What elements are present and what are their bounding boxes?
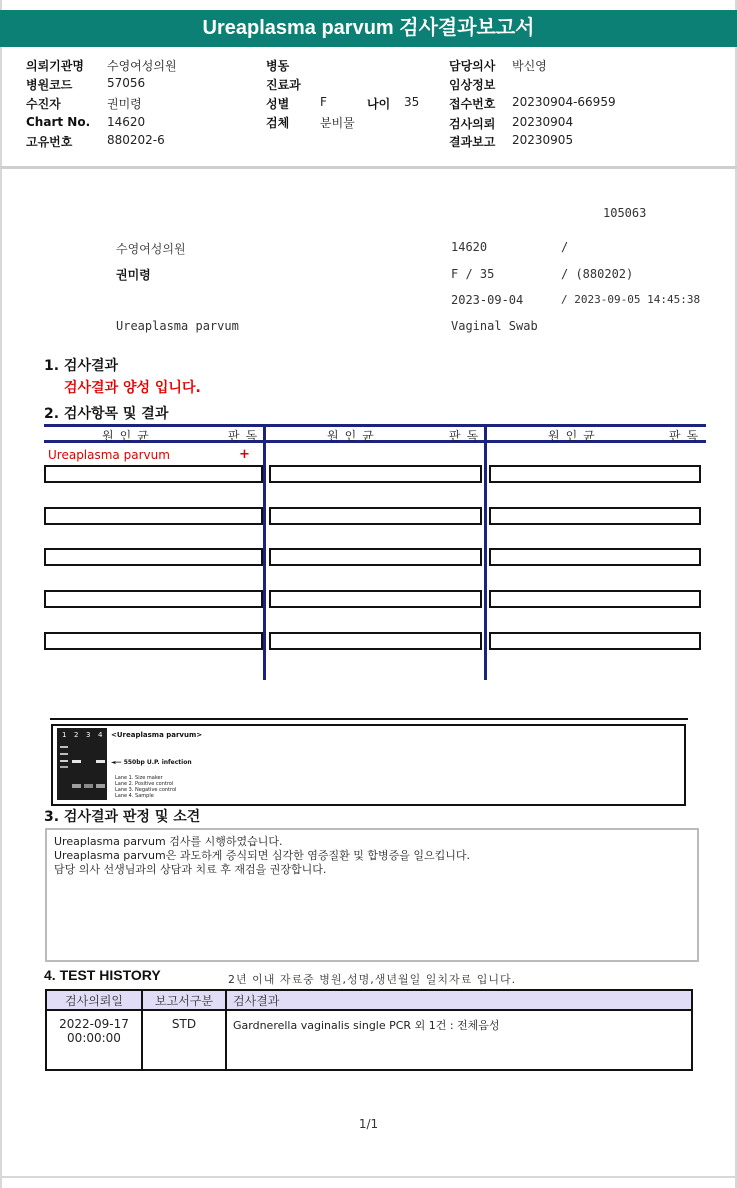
print-birth: / (880202) [561,267,634,281]
history-type: STD [142,1010,226,1070]
hospital-code-label: 병원코드 [26,78,73,92]
ward-label: 병동 [266,59,290,73]
report-label: 결과보고 [449,135,496,149]
history-table [45,989,693,1071]
result-cell [269,632,482,650]
result-cell [44,590,263,608]
unique-no-value: 880202-6 [107,133,165,147]
sex-label: 성별 [266,97,290,111]
gel-image [53,726,684,804]
history-time: 00:00:00 [67,1031,121,1045]
history-date: 2022-09-17 [59,1017,129,1031]
institution-label: 의뢰기관명 [26,59,84,73]
page-border-bottom [0,1176,737,1178]
report-value: 20230905 [512,133,574,147]
sex-value: F [320,95,327,109]
ladder-band [60,766,68,768]
specimen-value: 분비물 [320,116,355,130]
print-patient: 권미령 [116,268,151,282]
chart-no-value: 14620 [107,115,146,129]
lane-label-1: 1 [62,731,67,739]
history-row [46,1010,692,1070]
result-cell [269,548,482,566]
unique-no-label: 고유번호 [26,135,73,149]
patient-value: 권미령 [107,97,142,111]
result-cell [489,507,701,525]
sample-band [96,760,105,763]
result-cell [489,548,701,566]
ladder-band [60,753,68,755]
department-label: 진료과 [266,78,301,92]
primer-band [72,784,81,788]
print-test-name: Ureaplasma parvum [116,319,239,333]
request-label: 검사의뢰 [449,117,496,131]
doctor-value: 박신영 [512,59,547,73]
opinion-line-1: Ureaplasma parvum 검사를 시행하였습니다. [54,835,283,848]
result-cell [44,507,263,525]
section1-title: 1. 검사결과 [44,358,119,374]
history-header-row [46,990,692,1010]
header-separator [0,166,737,169]
result-cell [269,465,482,483]
opinion-box [45,828,699,962]
results-table-divider-2 [484,424,487,680]
opinion-line-3: 담당 의사 선생님과의 상담과 치료 후 재검을 권장합니다. [54,863,327,876]
gel-arrow-label: ◄— 550bp U.P. infection [111,759,192,766]
primer-band [96,784,105,788]
gel-legend-3: Lane 3. Negative control [115,787,177,793]
print-chart-no: 14620 [451,240,488,254]
gel-legend-4: Lane 4. Sample [115,793,154,799]
result-cell [489,590,701,608]
print-sex-age: F / 35 [451,267,495,281]
section2-title: 2. 검사항목 및 결과 [44,406,169,422]
age-label: 나이 [367,97,391,111]
report-title: Ureaplasma parvum 검사결과보고서 [0,10,737,47]
col-pathogen-2: 원인균 [327,429,380,443]
section3-title: 3. 검사결과 판정 및 소견 [44,809,201,825]
section4-title: 4. TEST HISTORY [44,967,161,983]
results-table-divider-1 [263,424,266,680]
print-request-date: 2023-09-04 [451,293,524,307]
result-cell [489,465,701,483]
gel-image-panel [51,724,686,806]
gel-caption: <Ureaplasma parvum> [111,731,203,739]
print-specimen: Vaginal Swab [451,319,538,333]
lane-label-2: 2 [74,731,79,739]
print-code: 105063 [603,206,647,220]
receipt-value: 20230904-66959 [512,95,616,109]
ladder-band [60,760,68,762]
col-pathogen-3: 원인균 [548,429,601,443]
request-value: 20230904 [512,115,574,129]
institution-value: 수영여성의원 [107,59,177,73]
gel-legend-1: Lane 1. Size maker [115,775,163,781]
lane-label-3: 3 [86,731,91,739]
result-cell [44,465,263,483]
primer-band [84,784,93,788]
print-institution: 수영여성의원 [116,242,186,256]
print-report-datetime: / 2023-09-05 14:45:38 [561,293,701,306]
history-col-type: 보고서구분 [142,990,226,1010]
gel-legend-2: Lane 2. Positive control [115,781,174,787]
lane-label-4: 4 [98,731,103,739]
history-note: 2년 이내 자료중 병원,성명,생년월일 일치자료 입니다. [228,973,517,986]
doctor-label: 담당의사 [449,59,496,73]
positive-band [72,760,81,763]
result-organism-mark: + [239,447,250,462]
result-cell [269,590,482,608]
receipt-label: 접수번호 [449,97,496,111]
col-reading-2: 판독 [449,429,485,443]
page-border-left [0,0,2,1188]
col-reading-1: 판독 [228,429,264,443]
result-cell [44,632,263,650]
col-pathogen-1: 원인균 [102,429,155,443]
history-col-date: 검사의뢰일 [46,990,142,1010]
clinical-label: 임상정보 [449,78,496,92]
ladder-band [60,746,68,748]
age-value: 35 [404,95,420,109]
history-result: Gardnerella vaginalis single PCR 외 1건 : 전체음성 [226,1010,692,1070]
result-cell [269,507,482,525]
result-positive-text: 검사결과 양성 입니다. [64,380,201,396]
print-slash: / [561,240,569,254]
result-cell [44,548,263,566]
result-organism-name: Ureaplasma parvum [48,448,170,462]
result-cell [489,632,701,650]
patient-label: 수진자 [26,97,61,111]
chart-no-label: Chart No. [26,115,91,129]
page-number: 1/1 [358,1117,379,1131]
specimen-label: 검체 [266,116,290,130]
hospital-code-value: 57056 [107,76,146,90]
gel-image-top-rule [50,718,688,720]
history-date-cell [46,1010,142,1070]
col-reading-3: 판독 [669,429,705,443]
opinion-line-2: Ureaplasma parvum은 과도하게 증식되면 심각한 염증질환 및 합병증을 일으킵니다. [54,849,470,862]
history-col-result: 검사결과 [226,990,692,1010]
